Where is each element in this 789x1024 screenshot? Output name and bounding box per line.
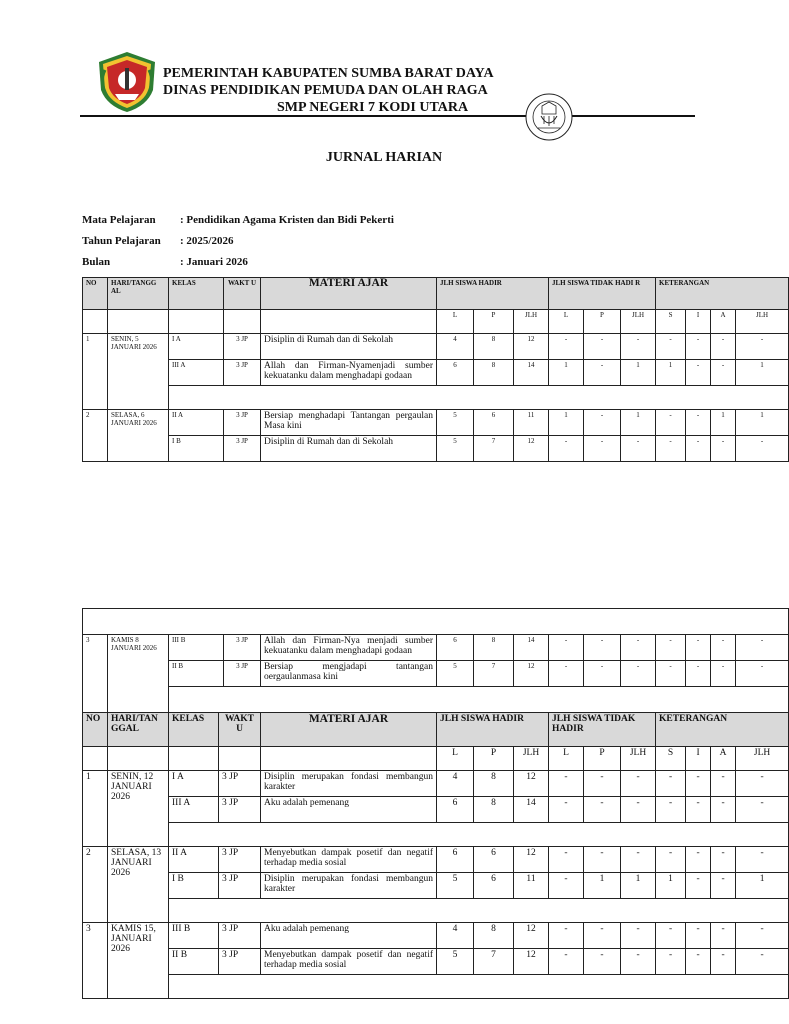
row-waktu: 3 JP <box>224 334 261 360</box>
header-hadir: JLH SISWA HADIR <box>437 278 549 310</box>
count-cell: 5 <box>437 949 474 975</box>
count-cell: - <box>686 797 711 823</box>
count-cell: 12 <box>514 436 549 462</box>
row-materi: Disiplin di Rumah dan di Sekolah <box>261 436 437 462</box>
count-cell: 12 <box>514 847 549 873</box>
count-cell: - <box>584 949 621 975</box>
subheader-cell: JLH <box>514 747 549 771</box>
header-hadir: JLH SISWA HADIR <box>437 713 549 747</box>
table-header-row <box>83 713 789 747</box>
document-title: JURNAL HARIAN <box>325 150 443 165</box>
row-kelas: I B <box>169 873 219 899</box>
row-no: 2 <box>83 847 108 923</box>
row-waktu: 3 JP <box>219 923 261 949</box>
count-cell: - <box>711 797 736 823</box>
count-cell: - <box>736 334 789 360</box>
row-kelas: III A <box>169 797 219 823</box>
count-cell: - <box>584 847 621 873</box>
count-cell: 8 <box>474 797 514 823</box>
row-hari: SENIN, 12 JANUARI 2026 <box>108 771 169 847</box>
count-cell: - <box>656 436 686 462</box>
count-cell: 14 <box>514 360 549 386</box>
jurnal-table-continued <box>82 608 789 713</box>
row-materi: Disiplin merupakan fondasi membangun karakter <box>261 771 437 797</box>
count-cell: - <box>549 847 584 873</box>
count-cell: 1 <box>736 873 789 899</box>
mapel-value: : Pendidikan Agama Kristen dan Bidi Pekerti <box>180 214 394 226</box>
subheader-cell: A <box>711 747 736 771</box>
table-row <box>83 873 789 899</box>
count-cell: - <box>711 923 736 949</box>
count-cell: - <box>549 771 584 797</box>
spacer-row <box>83 823 789 847</box>
row-kelas: III B <box>169 635 224 661</box>
table-row <box>83 360 789 386</box>
row-materi: Aku adalah pemenang <box>261 923 437 949</box>
kop-line-pemerintah: PEMERINTAH KABUPATEN SUMBA BARAT DAYA <box>163 66 494 81</box>
count-cell: - <box>656 923 686 949</box>
row-kelas: II B <box>169 661 224 687</box>
count-cell: 1 <box>549 410 584 436</box>
count-cell: - <box>686 661 711 687</box>
header-materi: MATERI AJAR <box>261 278 437 310</box>
count-cell: - <box>711 661 736 687</box>
subheader-cell: P <box>584 747 621 771</box>
count-cell: 8 <box>474 635 514 661</box>
count-cell: - <box>736 923 789 949</box>
count-cell: - <box>736 635 789 661</box>
count-cell: 12 <box>514 334 549 360</box>
row-waktu: 3 JP <box>219 771 261 797</box>
count-cell: 12 <box>514 661 549 687</box>
kop-line-sekolah: SMP NEGERI 7 KODI UTARA <box>277 100 469 115</box>
count-cell: 1 <box>656 873 686 899</box>
row-hari: SELASA, 13 JANUARI 2026 <box>108 847 169 923</box>
row-waktu: 3 JP <box>219 873 261 899</box>
count-cell: - <box>621 949 656 975</box>
count-cell: 7 <box>474 661 514 687</box>
subheader-cell: I <box>686 310 711 334</box>
row-no: 3 <box>83 635 108 713</box>
count-cell: 7 <box>474 949 514 975</box>
count-cell: 5 <box>437 661 474 687</box>
spacer-row <box>83 687 789 713</box>
count-cell: 1 <box>736 360 789 386</box>
count-cell: 11 <box>514 873 549 899</box>
count-cell: 7 <box>474 436 514 462</box>
count-cell: - <box>584 661 621 687</box>
count-cell: 6 <box>437 360 474 386</box>
count-cell: - <box>686 436 711 462</box>
spacer-row <box>83 386 789 410</box>
row-hari: SELASA, 6 JANUARI 2026 <box>108 410 169 462</box>
row-hari: SENIN, 5 JANUARI 2026 <box>108 334 169 410</box>
count-cell: - <box>686 635 711 661</box>
count-cell: - <box>656 797 686 823</box>
header-hari: HARI/TANGG AL <box>108 278 169 310</box>
subheader-cell: L <box>437 747 474 771</box>
header-keterangan: KETERANGAN <box>656 713 789 747</box>
count-cell: 1 <box>549 360 584 386</box>
row-waktu: 3 JP <box>224 360 261 386</box>
count-cell: 6 <box>474 873 514 899</box>
row-hari: KAMIS 8 JANUARI 2026 <box>108 635 169 713</box>
count-cell: - <box>686 410 711 436</box>
header-waktu: WAKT U <box>219 713 261 747</box>
row-kelas: I A <box>169 771 219 797</box>
tahun-label: Tahun Pelajaran <box>82 235 161 247</box>
count-cell: 12 <box>514 949 549 975</box>
spacer-row <box>83 975 789 999</box>
count-cell: - <box>736 797 789 823</box>
row-kelas: III B <box>169 923 219 949</box>
count-cell: - <box>584 436 621 462</box>
subheader-cell: JLH <box>514 310 549 334</box>
spacer-row <box>83 609 789 635</box>
row-waktu: 3 JP <box>224 410 261 436</box>
count-cell: 6 <box>474 410 514 436</box>
header-no: NO <box>83 278 108 310</box>
count-cell: - <box>711 771 736 797</box>
table-header-row <box>83 278 789 310</box>
row-waktu: 3 JP <box>219 949 261 975</box>
count-cell: - <box>656 847 686 873</box>
count-cell: 4 <box>437 923 474 949</box>
count-cell: - <box>549 923 584 949</box>
count-cell: 11 <box>514 410 549 436</box>
table-row <box>83 949 789 975</box>
subheader-cell: L <box>437 310 474 334</box>
count-cell: 6 <box>474 847 514 873</box>
count-cell: - <box>686 334 711 360</box>
subheader-cell: A <box>711 310 736 334</box>
count-cell: - <box>549 635 584 661</box>
table-row <box>83 635 789 661</box>
table-subheader-row <box>83 747 789 771</box>
header-waktu: WAKT U <box>224 278 261 310</box>
count-cell: - <box>621 797 656 823</box>
count-cell: - <box>584 635 621 661</box>
row-kelas: I B <box>169 436 224 462</box>
header-kelas: KELAS <box>169 713 219 747</box>
count-cell: - <box>686 360 711 386</box>
table-row <box>83 436 789 462</box>
count-cell: - <box>621 334 656 360</box>
count-cell: 5 <box>437 436 474 462</box>
count-cell: 1 <box>621 360 656 386</box>
header-tidak-hadir: JLH SISWA TIDAK HADI R <box>549 278 656 310</box>
kabupaten-emblem-logo <box>95 50 159 114</box>
count-cell: - <box>711 360 736 386</box>
count-cell: 1 <box>656 360 686 386</box>
count-cell: 8 <box>474 334 514 360</box>
subheader-cell: P <box>584 310 621 334</box>
count-cell: - <box>736 771 789 797</box>
count-cell: 12 <box>514 771 549 797</box>
count-cell: - <box>584 360 621 386</box>
count-cell: - <box>621 661 656 687</box>
count-cell: - <box>549 873 584 899</box>
table-row <box>83 661 789 687</box>
bulan-label: Bulan <box>82 256 111 268</box>
mapel-label: Mata Pelajaran <box>82 214 156 226</box>
table-subheader-row <box>83 310 789 334</box>
count-cell: 6 <box>437 635 474 661</box>
row-kelas: II A <box>169 410 224 436</box>
subheader-cell: JLH <box>736 310 789 334</box>
count-cell: - <box>621 847 656 873</box>
count-cell: - <box>686 949 711 975</box>
count-cell: - <box>711 873 736 899</box>
subheader-cell: JLH <box>736 747 789 771</box>
subheader-cell: JLH <box>621 747 656 771</box>
count-cell: 4 <box>437 771 474 797</box>
count-cell: - <box>584 334 621 360</box>
subheader-cell: L <box>549 747 584 771</box>
subheader-cell: S <box>656 747 686 771</box>
subheader-cell: S <box>656 310 686 334</box>
row-no: 1 <box>83 334 108 410</box>
subheader-cell: P <box>474 747 514 771</box>
count-cell: - <box>711 949 736 975</box>
count-cell: 5 <box>437 873 474 899</box>
count-cell: 8 <box>474 923 514 949</box>
subheader-cell: P <box>474 310 514 334</box>
row-waktu: 3 JP <box>224 635 261 661</box>
row-hari: KAMIS 15, JANUARI 2026 <box>108 923 169 999</box>
count-cell: 1 <box>621 410 656 436</box>
row-kelas: II A <box>169 847 219 873</box>
row-materi: Menyebutkan dampak posetif dan negatif terhadap media sosial <box>261 847 437 873</box>
count-cell: - <box>584 771 621 797</box>
count-cell: - <box>711 635 736 661</box>
count-cell: - <box>549 661 584 687</box>
header-keterangan: KETERANGAN <box>656 278 789 310</box>
count-cell: - <box>621 635 656 661</box>
row-materi: Allah dan Firman-Nya menjadi sumber kekuatanku dalam menghadapi godaan <box>261 635 437 661</box>
count-cell: - <box>686 873 711 899</box>
count-cell: - <box>736 661 789 687</box>
count-cell: - <box>549 334 584 360</box>
subheader-cell: L <box>549 310 584 334</box>
table-row <box>83 797 789 823</box>
count-cell: - <box>656 635 686 661</box>
count-cell: - <box>584 797 621 823</box>
kop-line-dinas: DINAS PENDIDIKAN PEMUDA DAN OLAH RAGA <box>163 83 488 98</box>
row-materi: Disiplin merupakan fondasi membangun karakter <box>261 873 437 899</box>
count-cell: 1 <box>621 873 656 899</box>
row-materi: Bersiap menghadapi Tantangan pergaulan Masa kini <box>261 410 437 436</box>
subheader-cell: JLH <box>621 310 656 334</box>
count-cell: 1 <box>736 410 789 436</box>
count-cell: 6 <box>437 797 474 823</box>
count-cell: - <box>711 436 736 462</box>
header-hari: HARI/TAN GGAL <box>108 713 169 747</box>
count-cell: - <box>549 797 584 823</box>
row-materi: Disiplin di Rumah dan di Sekolah <box>261 334 437 360</box>
count-cell: - <box>549 949 584 975</box>
row-waktu: 3 JP <box>219 797 261 823</box>
row-kelas: II B <box>169 949 219 975</box>
jurnal-table-week2 <box>82 712 789 999</box>
count-cell: 6 <box>437 847 474 873</box>
row-materi: Menyebutkan dampak posetif dan negatif terhadap media sosial <box>261 949 437 975</box>
row-kelas: III A <box>169 360 224 386</box>
tahun-value: : 2025/2026 <box>180 235 234 247</box>
count-cell: - <box>711 334 736 360</box>
count-cell: 5 <box>437 410 474 436</box>
count-cell: - <box>686 923 711 949</box>
table-row <box>83 334 789 360</box>
count-cell: 14 <box>514 797 549 823</box>
count-cell: 8 <box>474 771 514 797</box>
row-materi: Bersiap mengjadapi tantangan oergaulanmasa kini <box>261 661 437 687</box>
table-row <box>83 923 789 949</box>
subheader-cell: I <box>686 747 711 771</box>
table-row <box>83 847 789 873</box>
count-cell: 4 <box>437 334 474 360</box>
count-cell: - <box>549 436 584 462</box>
row-no: 2 <box>83 410 108 462</box>
count-cell: - <box>584 923 621 949</box>
row-waktu: 3 JP <box>224 661 261 687</box>
count-cell: - <box>686 847 711 873</box>
count-cell: - <box>711 847 736 873</box>
count-cell: - <box>621 436 656 462</box>
count-cell: 12 <box>514 923 549 949</box>
header-kelas: KELAS <box>169 278 224 310</box>
bulan-value: : Januari 2026 <box>180 256 248 268</box>
count-cell: 14 <box>514 635 549 661</box>
row-materi: Aku adalah pemenang <box>261 797 437 823</box>
count-cell: - <box>656 949 686 975</box>
count-cell: - <box>584 410 621 436</box>
spacer-row <box>83 899 789 923</box>
row-waktu: 3 JP <box>224 436 261 462</box>
count-cell: - <box>656 661 686 687</box>
header-tidak-hadir: JLH SISWA TIDAK HADIR <box>549 713 656 747</box>
count-cell: 1 <box>584 873 621 899</box>
count-cell: - <box>656 334 686 360</box>
count-cell: 1 <box>711 410 736 436</box>
jurnal-table-week1 <box>82 277 789 462</box>
count-cell: - <box>736 847 789 873</box>
table-row <box>83 410 789 436</box>
row-materi: Allah dan Firman-Nyamenjadi sumber kekuatanku dalam menghadapi godaan <box>261 360 437 386</box>
table-row <box>83 771 789 797</box>
row-no: 1 <box>83 771 108 847</box>
count-cell: 8 <box>474 360 514 386</box>
count-cell: - <box>736 436 789 462</box>
count-cell: - <box>656 771 686 797</box>
header-no: NO <box>83 713 108 747</box>
header-materi: MATERI AJAR <box>261 713 437 747</box>
count-cell: - <box>621 923 656 949</box>
count-cell: - <box>736 949 789 975</box>
letterhead-rule <box>80 115 695 117</box>
row-waktu: 3 JP <box>219 847 261 873</box>
row-no: 3 <box>83 923 108 999</box>
count-cell: - <box>656 410 686 436</box>
tut-wuri-handayani-logo <box>520 92 578 142</box>
count-cell: - <box>686 771 711 797</box>
count-cell: - <box>621 771 656 797</box>
row-kelas: I A <box>169 334 224 360</box>
